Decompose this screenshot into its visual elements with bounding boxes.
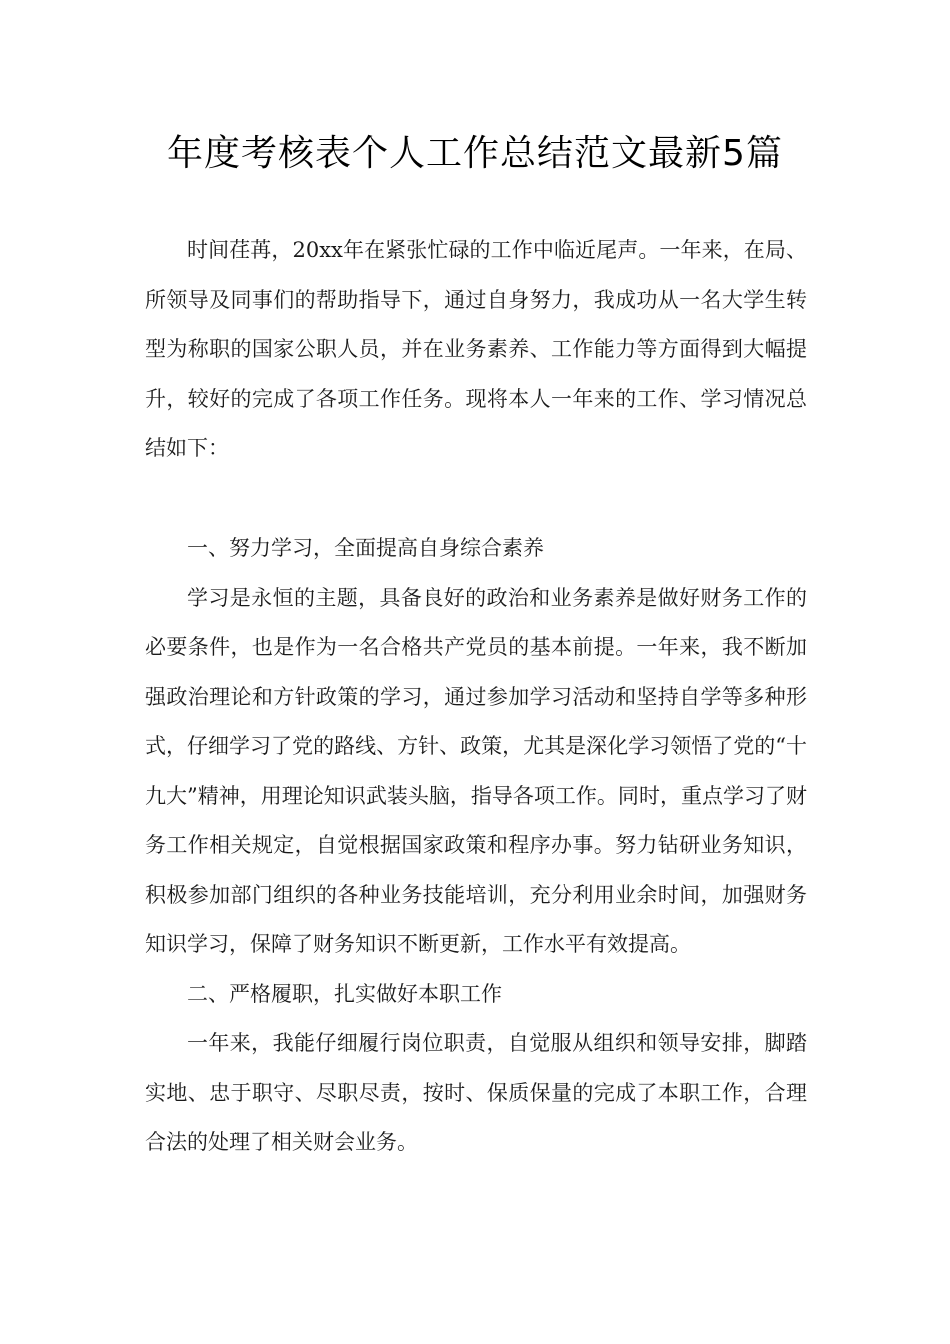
section-paragraph-1: 学习是永恒的主题，具备良好的政治和业务素养是做好财务工作的必要条件，也是作为一名合格共产党员的基本前提。一年来，我不断加强政治理论和方针政策的学习，通过参加学习活动和坚持自学等多种形式，仔细学习了党的路线、方针、政策，尤其是深化学习领悟了党的“十九大”精神，用理论知识武装头脑，指导各项工作。同时，重点学习了财务工作相关规定，自觉根据国家政策和程序办事。努力钻研业务知识，积极参加部门组织的各种业务技能培训，充分利用业余时间，加强财务知识学习，保障了财务知识不断更新，工作水平有效提高。 (145, 585, 807, 956)
section-heading-1: 一、努力学习，全面提高自身综合素养 (187, 536, 544, 560)
section-paragraph-2: 一年来，我能仔细履行岗位职责，自觉服从组织和领导安排，脚踏实地、忠于职守、尽职尽责，按时、保质保量的完成了本职工作，合理合法的处理了相关财会业务。 (145, 1031, 807, 1154)
section-heading-2: 二、严格履职，扎实做好本职工作 (187, 981, 502, 1006)
intro-paragraph: 时间荏苒，20xx年在紧张忙碌的工作中临近尾声。一年来，在局、所领导及同事们的帮助指导下，通过自身努力，我成功从一名大学生转型为称职的国家公职人员，并在业务素养、工作能力等方面得到大幅提升，较好的完成了各项工作任务。现将本人一年来的工作、学习情况总结如下： (145, 238, 807, 460)
intro-block (145, 226, 807, 474)
document-title: 年度考核表个人工作总结范文最新5篇 (167, 133, 783, 174)
main-content (145, 524, 807, 1168)
